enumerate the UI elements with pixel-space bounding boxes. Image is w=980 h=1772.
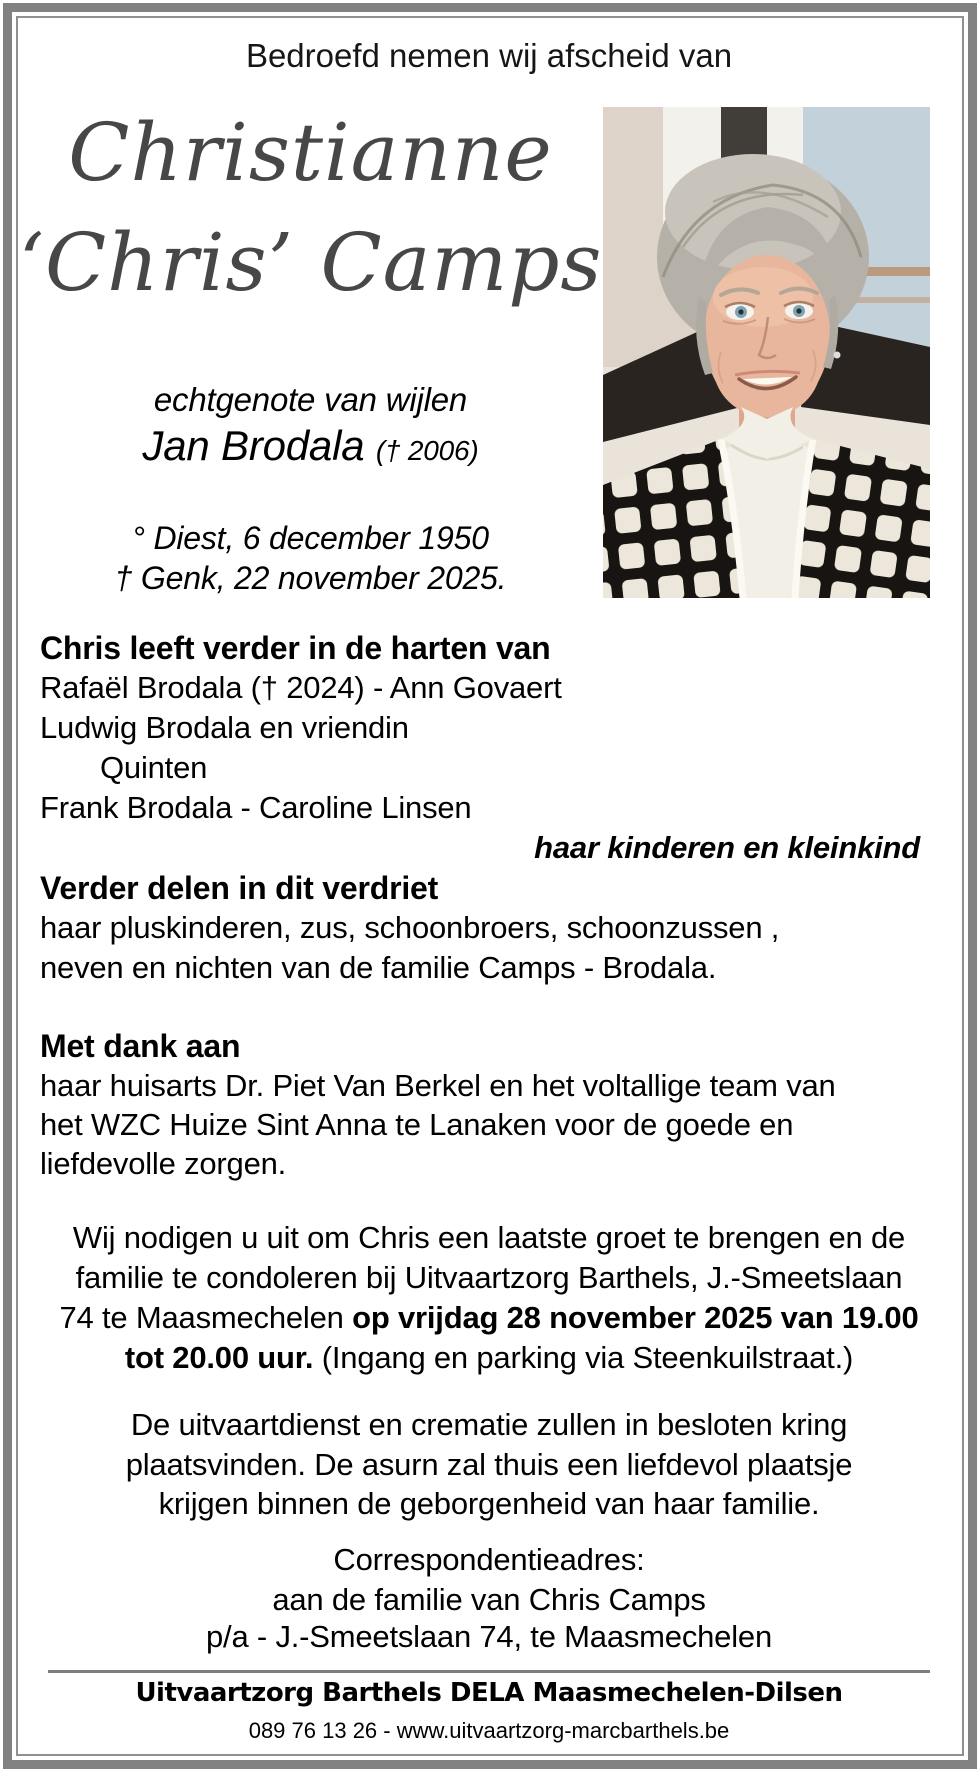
deceased-nickname: ‘Chris’ Camps (18, 216, 603, 309)
funeral-home-name: Uitvaartzorg Barthels DELA Maasmechelen-Dilsen (135, 1678, 843, 1708)
invitation-text: (Ingang en parking via Steenkuilstraat.) (313, 1340, 854, 1375)
family-line: Ludwig Brodala en vriendin (40, 710, 409, 745)
deceased-first-name: Christianne (68, 106, 553, 199)
correspondence-line: aan de familie van Chris Camps (272, 1582, 706, 1617)
mourning-line: neven en nichten van de familie Camps - Brodala. (40, 950, 717, 985)
family-closing: haar kinderen en kleinkind (534, 830, 920, 865)
thanks-heading: Met dank aan (40, 1028, 241, 1064)
spouse-death-year: († 2006) (375, 435, 479, 466)
invitation-time-bold: tot 20.00 uur. (124, 1340, 314, 1375)
invitation-line (40, 1338, 938, 1378)
family-line: Frank Brodala - Caroline Linsen (40, 790, 472, 825)
service-line: De uitvaartdienst en crematie zullen in besloten kring (130, 1407, 848, 1442)
correspondence-line: p/a - J.-Smeetslaan 74, te Maasmechelen (206, 1619, 772, 1654)
service-line: krijgen binnen de geborgenheid van haar familie. (158, 1486, 820, 1521)
invitation-line: Wij nodigen u uit om Chris een laatste groet te brengen en de (72, 1220, 906, 1255)
inner-frame (16, 16, 964, 1756)
spouse-name: Jan Brodala (142, 422, 365, 469)
spouse-name-line (18, 420, 603, 477)
service-line: plaatsvinden. De asurn zal thuis een liefdevol plaatsje (125, 1447, 853, 1482)
funeral-home-contact: 089 76 13 26 - www.uitvaartzorg-marcbarthels.be (248, 1718, 730, 1743)
family-line: Quinten (100, 750, 208, 785)
invitation-text: 74 te Maasmechelen (59, 1300, 353, 1335)
invitation-line (40, 1298, 938, 1338)
spouse-intro: echtgenote van wijlen (153, 381, 468, 418)
death-line: † Genk, 22 november 2025. (114, 560, 507, 596)
footer-divider (48, 1670, 930, 1673)
correspondence-title: Correspondentieadres: (333, 1542, 645, 1577)
intro-line: Bedroefd nemen wij afscheid van (245, 37, 733, 74)
mourning-heading: Verder delen in dit verdriet (40, 870, 439, 906)
invitation-date-bold: op vrijdag 28 november 2025 van 19.00 (352, 1300, 919, 1335)
mourning-line: haar pluskinderen, zus, schoonbroers, schoonzussen , (40, 910, 780, 945)
thanks-line: liefdevolle zorgen. (40, 1146, 287, 1181)
family-heading: Chris leeft verder in de harten van (40, 630, 551, 666)
thanks-line: haar huisarts Dr. Piet Van Berkel en het voltallige team van (40, 1068, 836, 1103)
thanks-line: het WZC Huize Sint Anna te Lanaken voor de goede en (40, 1107, 794, 1142)
birth-line: ° Diest, 6 december 1950 (132, 520, 489, 556)
outer-frame (3, 3, 977, 1769)
family-line: Rafaël Brodala († 2024) - Ann Govaert (40, 670, 562, 705)
card-content (18, 18, 962, 1754)
invitation-line: familie te condoleren bij Uitvaartzorg Barthels, J.-Smeetslaan (75, 1260, 903, 1295)
portrait-photo (603, 107, 930, 598)
